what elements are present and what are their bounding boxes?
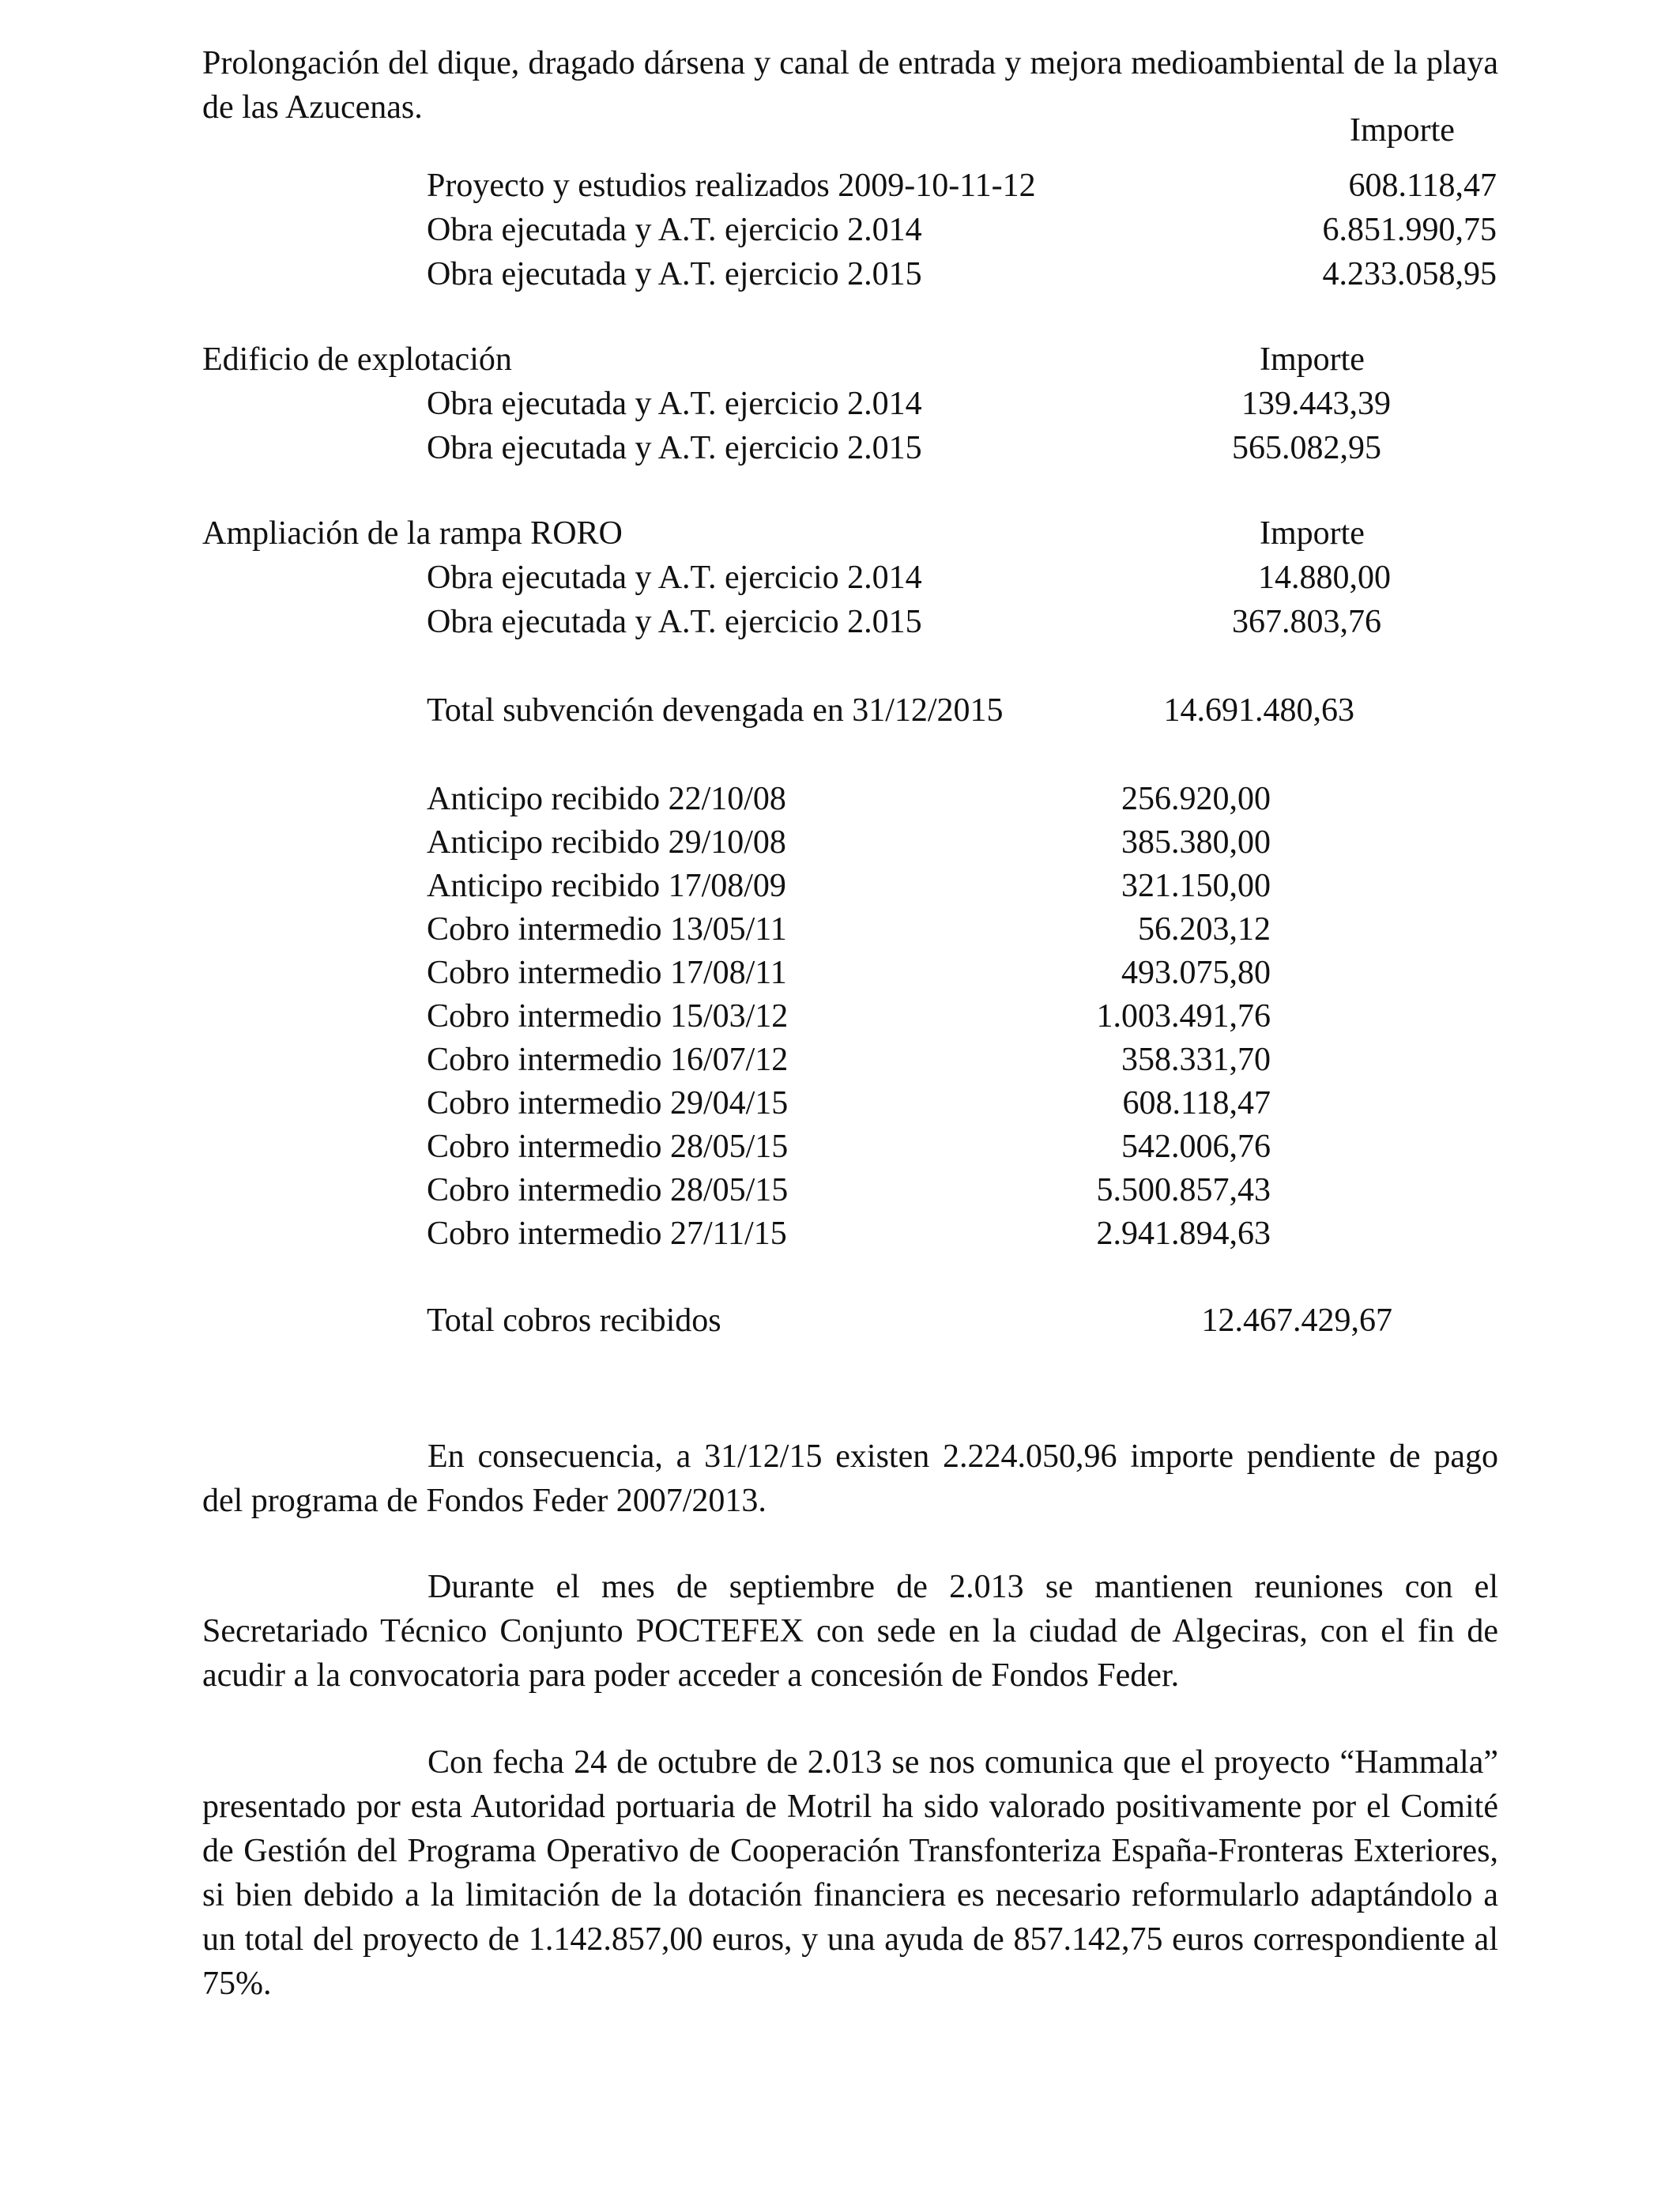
cobro-value: 358.331,70 [1121,1042,1271,1078]
section2-row-label: Obra ejecutada y A.T. ejercicio 2.015 [427,430,922,466]
total-cobros-value: 12.467.429,67 [1201,1302,1392,1339]
cobro-label: Cobro intermedio 17/08/11 [427,955,787,991]
section2-importe-header: Importe [1260,341,1365,378]
cobro-value: 385.380,00 [1121,824,1271,861]
cobro-label: Cobro intermedio 27/11/15 [427,1216,787,1252]
section3-importe-header: Importe [1260,515,1365,552]
section1-row-label: Obra ejecutada y A.T. ejercicio 2.015 [427,256,922,292]
cobro-label: Anticipo recibido 29/10/08 [427,824,786,861]
section3-row-label: Obra ejecutada y A.T. ejercicio 2.014 [427,560,922,596]
cobro-value: 493.075,80 [1121,955,1271,991]
section1-row-value: 6.851.990,75 [1322,212,1497,248]
section3-row-label: Obra ejecutada y A.T. ejercicio 2.015 [427,604,922,640]
cobro-label: Cobro intermedio 13/05/11 [427,911,787,948]
section1-row-label: Proyecto y estudios realizados 2009-10-11-12 [427,168,1036,204]
section1-title: Prolongación del dique, dragado dársena y canal de entrada y mejora medioambiental de la playa de las Azucenas. [202,45,1498,126]
cobro-value: 542.006,76 [1121,1129,1271,1165]
paragraph-consecuencia: En consecuencia, a 31/12/15 existen 2.224.050,96 importe pendiente de pago del programa de Fondos Feder 2007/2013. [202,1438,1498,1519]
cobro-value: 321.150,00 [1121,868,1271,904]
section1-row-value: 4.233.058,95 [1322,256,1497,292]
total-subvencion-label: Total subvención devengada en 31/12/2015 [427,692,1004,729]
cobro-value: 256.920,00 [1121,781,1271,817]
cobro-label: Cobro intermedio 29/04/15 [427,1085,789,1122]
section3-row-value: 14.880,00 [1258,560,1391,596]
paragraph-octubre: Con fecha 24 de octubre de 2.013 se nos comunica que el proyecto “Hammala” presentado por esta Autoridad portuaria de Motril ha sido valorado positivamente por el Comité de Gestión del Programa Operativo de Cooperación Transfonteriza España-Fronteras Exteriores, si bien debido a la limitación de la dotación financiera es necesario reformularlo adaptándolo a un total del proyecto de 1.142.857,00 euros, y una ayuda de 857.142,75 euros correspondiente al 75%. [202,1744,1498,2002]
cobro-value: 5.500.857,43 [1096,1172,1271,1208]
cobro-label: Anticipo recibido 22/10/08 [427,781,786,817]
section1-importe-header: Importe [1350,112,1455,149]
total-cobros-label: Total cobros recibidos [427,1302,721,1339]
section3-title: Ampliación de la rampa RORO [202,515,623,552]
section2-row-value: 139.443,39 [1241,386,1391,422]
cobro-value: 608.118,47 [1122,1085,1271,1122]
cobro-label: Anticipo recibido 17/08/09 [427,868,786,904]
cobro-label: Cobro intermedio 15/03/12 [427,998,789,1035]
section2-row-label: Obra ejecutada y A.T. ejercicio 2.014 [427,386,922,422]
total-subvencion-value: 14.691.480,63 [1163,692,1354,729]
section2-title: Edificio de explotación [202,341,512,378]
cobro-value: 56.203,12 [1138,911,1271,948]
cobro-label: Cobro intermedio 28/05/15 [427,1129,789,1165]
cobro-label: Cobro intermedio 28/05/15 [427,1172,789,1208]
cobro-value: 2.941.894,63 [1096,1216,1271,1252]
section3-row-value: 367.803,76 [1232,604,1381,640]
section2-row-value: 565.082,95 [1232,430,1381,466]
section1-row-value: 608.118,47 [1348,168,1497,204]
paragraph-septiembre: Durante el mes de septiembre de 2.013 se mantienen reuniones con el Secretariado Técnico Conjunto POCTEFEX con sede en la ciudad de Algeciras, con el fin de acudir a la convocatoria para poder acceder a concesión de Fondos Feder. [202,1569,1498,1694]
cobro-label: Cobro intermedio 16/07/12 [427,1042,789,1078]
section1-row-label: Obra ejecutada y A.T. ejercicio 2.014 [427,212,922,248]
cobro-value: 1.003.491,76 [1096,998,1271,1035]
